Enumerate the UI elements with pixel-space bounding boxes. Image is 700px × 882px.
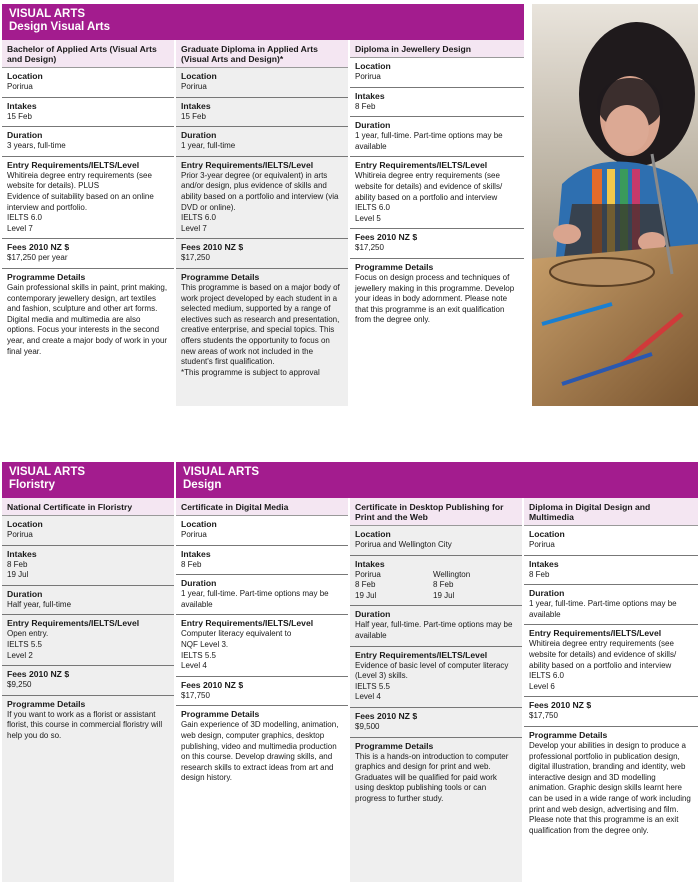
fees-value: $17,750 — [181, 690, 210, 700]
entry-label: Entry Requirements/IELTS/Level — [529, 628, 662, 639]
programme-card-desktop-publishing — [350, 498, 522, 882]
duration-label: Duration — [355, 609, 391, 620]
location-value: Porirua — [181, 82, 207, 91]
entry-label: Entry Requirements/IELTS/Level — [181, 618, 314, 629]
duration-value: 1 year, full-time — [181, 141, 236, 151]
duration-value: 3 years, full-time — [7, 141, 66, 151]
programme-title: Diploma in Jewellery Design — [350, 40, 524, 58]
intakes-wellington: Wellington 8 Feb 19 Jul — [433, 569, 471, 600]
programme-card-floristry — [2, 498, 174, 882]
location-value: Porirua — [355, 72, 381, 81]
fees-value: $17,750 — [529, 711, 558, 721]
location-label: Location — [355, 529, 391, 539]
programme-title: Graduate Diploma in Applied Arts (Visual Arts and Design)* — [176, 40, 348, 68]
duration-label: Duration — [529, 588, 565, 599]
entry-value: Evidence of basic level of computer literacy (Level 3) skills. IELTS 5.5 Level 4 — [355, 660, 509, 702]
entry-label: Entry Requirements/IELTS/Level — [355, 649, 488, 660]
location-value: Porirua — [529, 540, 555, 549]
details-label: Programme Details — [529, 729, 608, 740]
location-label: Location — [181, 71, 217, 81]
location-label: Location — [7, 71, 43, 81]
programme-card-graduate-diploma — [176, 40, 348, 406]
details-label: Programme Details — [355, 261, 434, 272]
entry-label: Entry Requirements/IELTS/Level — [7, 159, 140, 170]
fees-value: $9,500 — [355, 721, 380, 731]
intakes-label: Intakes — [529, 558, 559, 569]
fees-label: Fees 2010 NZ $ — [355, 232, 418, 243]
location-label: Location — [355, 61, 391, 71]
section-category: VISUAL ARTS — [183, 466, 260, 478]
fees-label: Fees 2010 NZ $ — [529, 700, 592, 711]
details-label: Programme Details — [7, 698, 86, 709]
programme-title: Certificate in Desktop Publishing for Print and the Web — [350, 498, 522, 526]
entry-label: Entry Requirements/IELTS/Level — [181, 159, 314, 170]
duration-value: 1 year, full-time. Part-time options may be available — [181, 589, 329, 609]
programme-card-digital-media — [176, 498, 348, 882]
photo-illustration — [532, 4, 698, 406]
location-label: Location — [529, 529, 565, 539]
programme-title: Diploma in Digital Design and Multimedia — [524, 498, 698, 526]
entry-value: Prior 3-year degree (or equivalent) in arts and/or design, plus evidence of skills and ability based on a portfolio and interview (via DVD or online). IELTS 6.0 Level 7 — [181, 170, 339, 233]
programme-card-digital-design — [524, 498, 698, 882]
details-value: If you want to work as a florist or assistant florist, this course in commercial floristry will help you do so. — [7, 709, 163, 740]
details-label: Programme Details — [7, 271, 86, 282]
fees-label: Fees 2010 NZ $ — [181, 679, 244, 690]
intakes-label: Intakes — [181, 548, 211, 559]
details-value: Focus on design process and techniques of jewellery making in this programme. Develop your ideas in body adornment. Please note that this programme is an exit qualification from the degree only. — [355, 272, 515, 325]
duration-label: Duration — [355, 120, 391, 131]
section-category: VISUAL ARTS — [9, 466, 86, 478]
programme-title: National Certificate in Floristry — [2, 498, 174, 516]
fees-label: Fees 2010 NZ $ — [7, 669, 70, 680]
intakes-label: Intakes — [355, 558, 385, 569]
intakes-label: Intakes — [181, 100, 211, 111]
fees-value: $17,250 — [355, 243, 384, 253]
location-value: Porirua — [7, 530, 33, 539]
location-label: Location — [181, 519, 217, 529]
details-label: Programme Details — [181, 709, 260, 720]
fees-label: Fees 2010 NZ $ — [355, 710, 418, 721]
entry-value: Computer literacy equivalent to NQF Level 3. IELTS 5.5 Level 4 — [181, 629, 292, 671]
section-header-design-visual-arts — [2, 4, 524, 40]
details-value: This is a hands-on introduction to computer graphics and design for print and web. Graduates will be qualified for paid work using desktop publishing tools or can progress to further study. — [355, 751, 509, 803]
fees-label: Fees 2010 NZ $ — [181, 242, 244, 253]
intakes-porirua: Porirua 8 Feb 19 Jul — [355, 569, 381, 600]
entry-value: Whitireia degree entry requirements (see website for details). PLUS Evidence of suitability based on an online interview and portfolio. IELTS 6.0 Level 7 — [7, 170, 154, 233]
section-header-floristry — [2, 462, 174, 498]
intakes-table — [355, 570, 517, 602]
section-title: Design — [183, 479, 222, 491]
details-label: Programme Details — [355, 740, 434, 751]
entry-label: Entry Requirements/IELTS/Level — [7, 618, 140, 629]
intakes-value: 8 Feb — [529, 569, 550, 579]
fees-value: $17,250 — [181, 253, 210, 263]
programme-card-bachelor-applied-arts — [2, 40, 174, 406]
section-header-design — [176, 462, 698, 498]
duration-label: Duration — [181, 578, 217, 589]
duration-label: Duration — [7, 588, 43, 599]
entry-value: Whitireia degree entry requirements (see website for details) and evidence of skills/ ability based on a portfolio and interview IELTS 6.0 Level 6 — [529, 639, 677, 691]
details-value: This programme is based on a major body of work project developed by each student in a selected medium, supported by a range of electives such as research and presentation, creative enterprise, and special topics. This offers students the opportunity to focus on new areas of work not included in the student's first qualification. *This programme is subject to approval — [181, 282, 340, 377]
entry-value: Whitireia degree entry requirements (see website for details) and evidence of skills/ ability based on a portfolio and interview IELTS 6.0 Level 5 — [355, 171, 503, 223]
section-title: Design Visual Arts — [9, 21, 110, 33]
details-value: Gain experience of 3D modelling, animation, web design, computer graphics, desktop publishing, video and multimedia production on this course. Develop drawing skills, and research skills to extract ideas from art and design history. — [181, 720, 339, 783]
fees-label: Fees 2010 NZ $ — [7, 242, 70, 253]
location-label: Location — [7, 519, 43, 529]
fees-value: $9,250 — [7, 680, 32, 690]
duration-label: Duration — [7, 130, 43, 141]
details-label: Programme Details — [181, 271, 260, 282]
duration-value: 1 year, full-time. Part-time options may be available — [529, 599, 677, 619]
intakes-value: 15 Feb — [7, 111, 32, 121]
intakes-label: Intakes — [7, 100, 37, 111]
entry-label: Entry Requirements/IELTS/Level — [355, 160, 488, 171]
location-value: Porirua — [181, 530, 207, 539]
section-category: VISUAL ARTS — [9, 8, 86, 20]
details-value: Gain professional skills in paint, print making, contemporary jewellery design, art textiles and fashion, sculpture and other art forms. Digital media and multimedia are also options. Focus your interests in the second year, and create a major body of work in your final year. — [7, 282, 168, 356]
fees-value: $17,250 per year — [7, 253, 68, 263]
details-value: Develop your abilities in design to produce a professional portfolio in publication design, digital illustration, branding and identity, web interactive design and 3D modelling animation. Graphic design skills learnt here can be used in a wide range of work including print and web design, advertising and film. Please note that this programme is an exit qualification from the degree only. — [529, 740, 691, 835]
duration-value: Half year, full-time. Part-time options may be available — [355, 620, 513, 640]
programme-title: Certificate in Digital Media — [176, 498, 348, 516]
intakes-value: 8 Feb — [355, 101, 376, 111]
programme-title: Bachelor of Applied Arts (Visual Arts and Design) — [2, 40, 174, 68]
section-title: Floristry — [9, 479, 56, 491]
intakes-label: Intakes — [7, 548, 37, 559]
location-value: Porirua — [7, 82, 33, 91]
student-jeweller-photo — [532, 4, 698, 406]
intakes-value: 8 Feb 19 Jul — [7, 559, 29, 580]
intakes-value: 15 Feb — [181, 111, 206, 121]
duration-value: Half year, full-time — [7, 599, 72, 609]
duration-value: 1 year, full-time. Part-time options may be available — [355, 131, 503, 151]
entry-value: Open entry. IELTS 5.5 Level 2 — [7, 629, 49, 660]
intakes-label: Intakes — [355, 90, 385, 101]
intakes-value: 8 Feb — [181, 559, 202, 569]
location-value: Porirua and Wellington City — [355, 540, 452, 549]
programme-card-jewellery-design — [350, 40, 524, 406]
duration-label: Duration — [181, 130, 217, 141]
